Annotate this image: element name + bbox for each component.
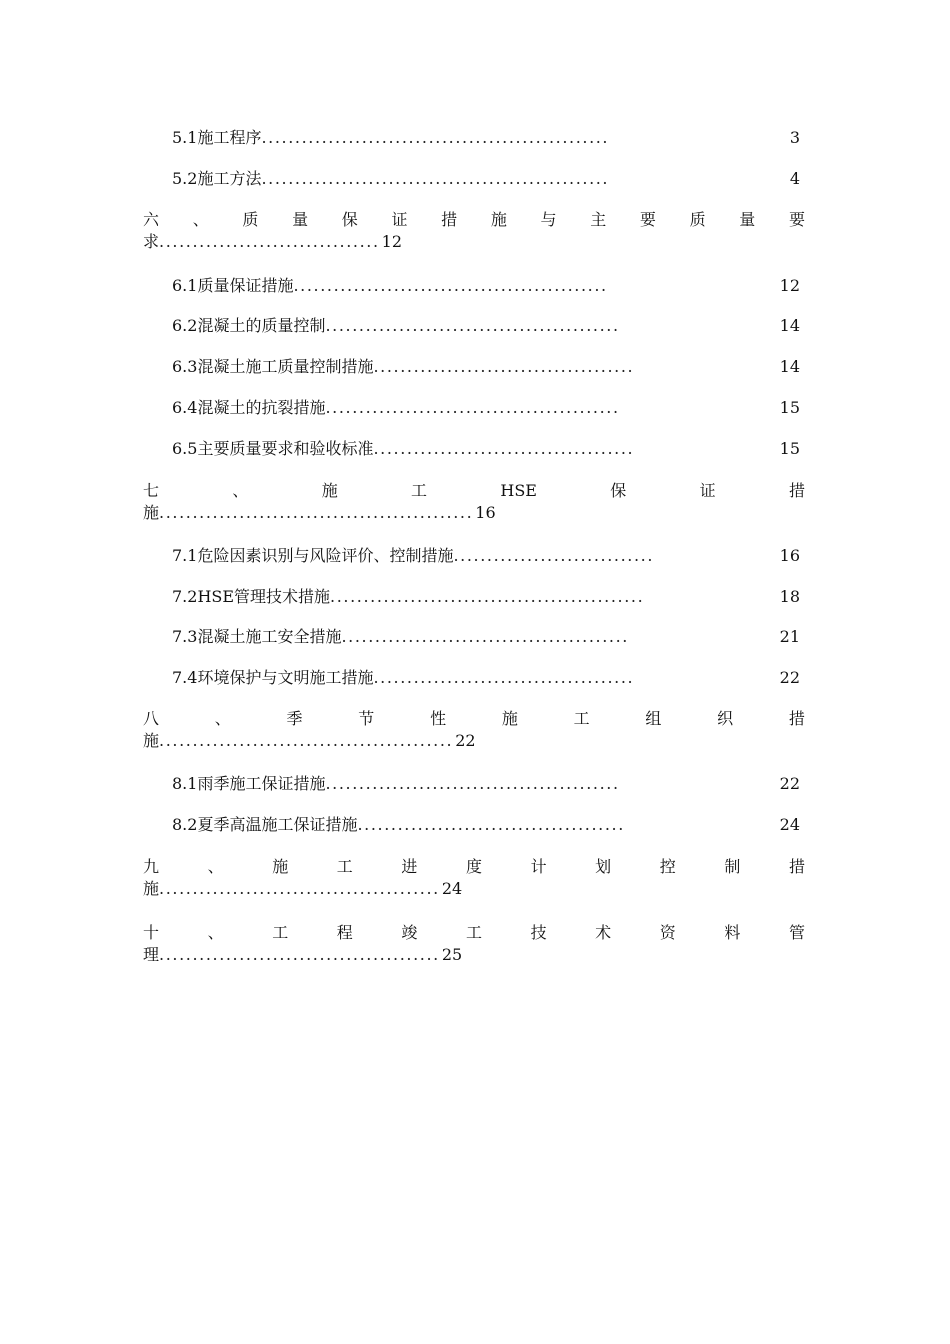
- title-char: 措: [441, 210, 458, 229]
- toc-entry-label: 7.1危险因素识别与风险评价、控制措施: [172, 546, 454, 565]
- toc-entry-5-1[interactable]: [172, 128, 800, 148]
- title-char: 料: [724, 923, 741, 942]
- toc-page-number: 12: [779, 276, 800, 295]
- title-char: 、: [214, 709, 231, 728]
- toc-entry-label: 7.4环境保护与文明施工措施: [172, 668, 374, 687]
- title-char: 工: [573, 709, 590, 728]
- toc-leader-dots: ............................................: [159, 731, 454, 750]
- toc-page-number: 15: [779, 398, 800, 417]
- toc-page-number: 16: [475, 503, 496, 522]
- title-char: 质: [242, 210, 259, 229]
- toc-section-title-tail: 施: [143, 879, 160, 898]
- title-char: 证: [699, 481, 716, 500]
- toc-entry-7-4[interactable]: [172, 668, 800, 688]
- title-char: 措: [788, 481, 805, 500]
- toc-leader-dots: ............................................: [325, 316, 620, 335]
- title-char: 十: [143, 923, 160, 942]
- title-char: 、: [232, 481, 249, 500]
- title-char: 节: [358, 709, 375, 728]
- toc-page-number: 4: [789, 169, 800, 188]
- toc-entry-5-2[interactable]: [172, 169, 800, 189]
- title-char: 施: [321, 481, 338, 500]
- toc-section-title-tail: 施: [143, 731, 160, 750]
- toc-entry-label: 6.1质量保证措施: [172, 276, 294, 295]
- toc-entry-label: 7.3混凝土施工安全措施: [172, 627, 342, 646]
- title-char: 证: [391, 210, 408, 229]
- toc-leader-dots: ........................................: [357, 815, 625, 834]
- toc-entry-label: 7.2HSE管理技术措施: [172, 587, 331, 606]
- toc-section-title: [143, 708, 805, 730]
- toc-entry-6-1[interactable]: [172, 276, 800, 296]
- title-char: 竣: [401, 923, 418, 942]
- title-char: 季: [286, 709, 303, 728]
- toc-section-6[interactable]: [143, 209, 805, 253]
- title-char: 工: [465, 923, 482, 942]
- toc-page-number: 3: [789, 128, 800, 147]
- toc-page-number: 21: [779, 627, 800, 646]
- toc-leader-dots: .......................................: [373, 357, 635, 376]
- toc-entry-7-2[interactable]: [172, 587, 800, 607]
- toc-section-10[interactable]: [143, 922, 805, 966]
- toc-entry-6-3[interactable]: [172, 357, 800, 377]
- title-char: 九: [143, 857, 160, 876]
- title-char: 措: [788, 709, 805, 728]
- toc-entry-7-1[interactable]: [172, 546, 800, 566]
- toc-leader-dots: .......................................: [373, 439, 635, 458]
- title-char: 七: [143, 481, 160, 500]
- title-char: 施: [490, 210, 507, 229]
- title-char: 进: [401, 857, 418, 876]
- toc-section-title: [143, 922, 805, 944]
- toc-leader-dots: ..............................: [453, 546, 655, 565]
- title-char: 织: [717, 709, 734, 728]
- toc-section-title: [143, 480, 805, 502]
- toc-section-title-tail: 理: [143, 945, 160, 964]
- toc-entry-8-1[interactable]: [172, 774, 800, 794]
- toc-page-number: 14: [779, 316, 800, 335]
- toc-page-number: 18: [779, 587, 800, 606]
- title-char: 程: [336, 923, 353, 942]
- toc-entry-label: 5.2施工方法: [172, 169, 262, 188]
- toc-leader-dots: ...............................................: [159, 503, 474, 522]
- title-char: 控: [659, 857, 676, 876]
- title-char: 性: [430, 709, 447, 728]
- title-char: 划: [595, 857, 612, 876]
- toc-entry-7-3[interactable]: [172, 627, 800, 647]
- title-char: HSE: [500, 481, 537, 500]
- toc-page-number: 24: [441, 879, 463, 898]
- title-char: 、: [207, 923, 224, 942]
- toc-page-number: 25: [441, 945, 463, 964]
- toc-entry-label: 6.5主要质量要求和验收标准: [172, 439, 374, 458]
- toc-entry-label: 8.1雨季施工保证措施: [172, 774, 326, 793]
- toc-section-7[interactable]: [143, 480, 805, 524]
- title-char: 保: [341, 210, 358, 229]
- toc-page-number: 24: [779, 815, 800, 834]
- title-char: 术: [595, 923, 612, 942]
- toc-section-title-tail: 施: [143, 503, 160, 522]
- toc-page-number: 22: [779, 668, 800, 687]
- toc-entry-6-5[interactable]: [172, 439, 800, 459]
- toc-leader-dots: ...............................................: [293, 276, 608, 295]
- title-char: 工: [411, 481, 428, 500]
- title-char: 、: [192, 210, 209, 229]
- toc-leader-dots: ....................................................: [261, 128, 610, 147]
- title-char: 、: [207, 857, 224, 876]
- toc-section-title: [143, 856, 805, 878]
- title-char: 质: [689, 210, 706, 229]
- toc-page-number: 22: [779, 774, 800, 793]
- toc-section-title-tail: 求: [143, 232, 160, 251]
- title-char: 量: [292, 210, 309, 229]
- toc-entry-6-4[interactable]: [172, 398, 800, 418]
- title-char: 与: [540, 210, 557, 229]
- title-char: 工: [336, 857, 353, 876]
- toc-entry-8-2[interactable]: [172, 815, 800, 835]
- title-char: 六: [143, 210, 160, 229]
- title-char: 管: [788, 923, 805, 942]
- title-char: 资: [659, 923, 676, 942]
- toc-entry-label: 5.1施工程序: [172, 128, 262, 147]
- title-char: 制: [724, 857, 741, 876]
- title-char: 工: [272, 923, 289, 942]
- title-char: 保: [610, 481, 627, 500]
- title-char: 措: [788, 857, 805, 876]
- title-char: 计: [530, 857, 547, 876]
- title-char: 八: [143, 709, 160, 728]
- toc-entry-label: 6.4混凝土的抗裂措施: [172, 398, 326, 417]
- title-char: 度: [465, 857, 482, 876]
- toc-leader-dots: ....................................................: [261, 169, 610, 188]
- toc-section-9[interactable]: [143, 856, 805, 900]
- toc-leader-dots: .................................: [159, 232, 380, 251]
- toc-page-number: 16: [779, 546, 800, 565]
- toc-entry-6-2[interactable]: [172, 316, 800, 336]
- title-char: 组: [645, 709, 662, 728]
- title-char: 主: [590, 210, 607, 229]
- toc-section-8[interactable]: [143, 708, 805, 752]
- toc-leader-dots: ...........................................: [341, 627, 629, 646]
- title-char: 施: [501, 709, 518, 728]
- toc-page-number: 14: [779, 357, 800, 376]
- title-char: 技: [530, 923, 547, 942]
- toc-entry-label: 6.2混凝土的质量控制: [172, 316, 326, 335]
- toc-leader-dots: ............................................: [325, 774, 620, 793]
- title-char: 要: [639, 210, 656, 229]
- title-char: 量: [739, 210, 756, 229]
- toc-page-number: 12: [381, 232, 403, 251]
- toc-leader-dots: ..........................................: [159, 945, 440, 964]
- toc-entry-label: 6.3混凝土施工质量控制措施: [172, 357, 374, 376]
- toc-page-number: 22: [455, 731, 476, 750]
- toc-entry-label: 8.2夏季高温施工保证措施: [172, 815, 358, 834]
- toc-section-title: [143, 209, 805, 231]
- toc-leader-dots: .......................................: [373, 668, 635, 687]
- toc-leader-dots: ..........................................: [159, 879, 440, 898]
- title-char: 要: [788, 210, 805, 229]
- toc-page-number: 15: [779, 439, 800, 458]
- title-char: 施: [272, 857, 289, 876]
- toc-leader-dots: ............................................: [325, 398, 620, 417]
- toc-leader-dots: ...............................................: [330, 587, 645, 606]
